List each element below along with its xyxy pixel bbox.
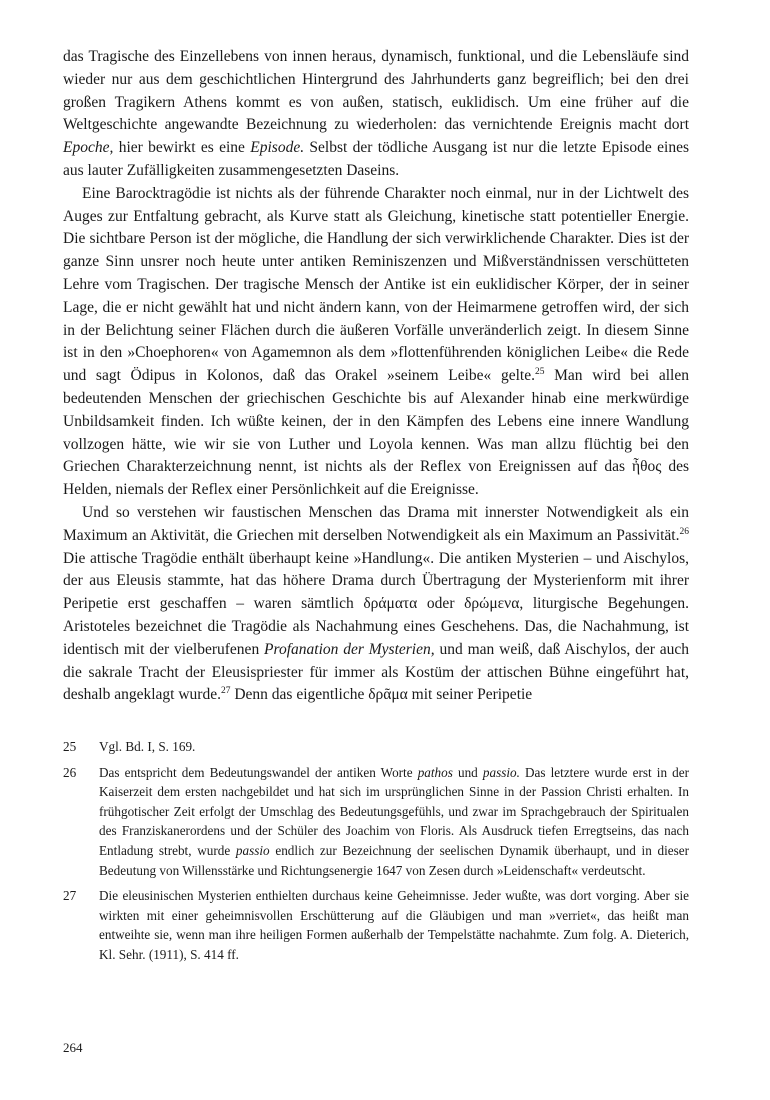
footnote-ref: 27 [220,686,231,697]
footnotes [63,737,689,971]
page-number: 264 [63,1040,83,1055]
text-run: Man wird bei allen bedeutenden Menschen der griechischen Geschichte bis auf Alexander hinab eine merkwürdige Unbildsamkeit finden. Ich wüßte keinen, der in den Kämpfen des Lebens eine innere Wandlung vollzogen hätte, wie wir sie von Luther und Loyola kennen. Was man allzu flüchtig bei den Griechen Charakterzeichnung nennt, ist nichts als der Reflex von Ereignissen auf das ἦθος des Helden, niemals der Reflex einer Persönlichkeit auf die Ereignisse. [63,367,689,499]
paragraph [63,46,689,183]
emphasis: Epoche, [63,139,114,157]
footnote [63,886,689,964]
text-run: Selbst der tödliche Ausgang ist nur die letzte Episode eines aus lauter Zufälligkeiten zusammengesetzten Daseins. [63,139,689,179]
emphasis: Episode. [250,139,305,157]
text-run: und man weiß, daß Aischylos, der auch die sakrale Tracht der Eleusispriester für immer als Kostüm der attischen Bühne eingeführt hat, deshalb angeklagt wurde. [63,640,689,704]
text-run: und [452,764,483,780]
text-run: Eine Barocktragödie ist nichts als der führende Charakter noch einmal, nur in der Lichtwelt des Auges zur Entfaltung gebracht, als Kurve statt als Gleichung, kinetische statt potentieller Energie. Die sichtbare Person ist der mögliche, die Handlung der sich verwirklichende Charakter. Dies ist der ganze Sinn unsrer noch heute unter antiken Reminiszenzen und Mißverständnissen verschütteten Lehre vom Tragischen. Der tragische Mensch der Antike ist ein euklidischer Körper, der in seiner Lage, die er nicht gewählt hat und nicht ändern kann, von der Heimarmene getroffen wird, der sich in der Belichtung seiner Flächen durch die äußeren Vorfälle unveränderlich zeigt. In diesem Sinne ist in den »Choephoren« von Agamemnon als dem »flottenführenden königlichen Leibe« die Rede und sagt Ödipus in Kolonos, daß das Orakel »seinem Leibe« gelte. [63,184,689,385]
text-run: endlich zur Bezeichnung der seelischen Dynamik überhaupt, und in dieser Bedeutung von Willensstärke und Richtungsenergie 1647 von Zesen durch »Leidenschaft« verdeutscht. [99,842,689,878]
emphasis: passio [235,842,270,858]
paragraph [63,183,689,502]
footnote-number: 26 [63,764,77,780]
paragraph [63,502,689,707]
text-run: das Tragische des Einzellebens von innen heraus, dynamisch, funktional, und die Lebensläufe sind wieder nur aus dem geschichtlichen Hintergrund des Jahrhunderts ganz begreiflich; bei den drei großen Tragikern Athens kommt es von außen, statisch, euklidisch. Um eine früher auf die Weltgeschichte angewandte Bezeichnung zu wiederholen: das vernichtende Ereignis macht dort [63,48,689,134]
emphasis: passio. [482,764,520,780]
text-run: hier bewirkt es eine [113,139,251,157]
body-text [63,46,689,707]
text-run: Denn das eigentliche δρᾶμα mit seiner Peripetie [230,686,533,704]
footnote-text [99,886,689,964]
text-run: Und so verstehen wir faustischen Menschen das Drama mit innerster Notwendigkeit als ein Maximum an Aktivität, die Griechen mit derselben Notwendigkeit als ein Maximum an Passivität. [63,503,689,544]
footnote-text [99,763,689,881]
footnote-ref: 25 [534,367,545,378]
footnote-text [99,737,689,757]
emphasis: Profanation der Mysterien, [264,640,435,658]
text-run: Die eleusinischen Mysterien enthielten durchaus keine Geheimnisse. Jeder wußte, was dort vorging. Aber sie wirkten mit einer geheimnisvollen Erschütterung auf die Gläubigen und man »verriet«, das heißt man entweihte sie, wenn man ihre heiligen Formen außerhalb der Tempelstätte nachahmte. Zum folg. A. Dieterich, Kl. Sehr. (1911), S. 414 ff. [99,888,689,962]
footnote-number: 27 [63,888,77,904]
text-run: Das entspricht dem Bedeutungswandel der antiken Worte [99,764,418,780]
footnote [63,737,689,757]
text-run: Die attische Tragödie enthält überhaupt keine »Handlung«. Die antiken Mysterien – und Aischylos, der aus Eleusis stammte, hat das höhere Drama durch Übertragung der Mysterienform mit ihrer Peripetie erst geschaffen – waren sämtlich δράματα oder δρώμενα, liturgische Begehungen. Aristoteles bezeichnet die Tragödie als Nachahmung eines Geschehens. Das, die Nachahmung, ist identisch mit der vielberufenen [63,549,689,658]
text-run: Vgl. Bd. I, S. 169. [99,739,196,754]
footnote-number: 25 [63,739,77,754]
footnote-ref: 26 [679,526,689,537]
footnote [63,763,689,881]
text-run: Das letztere wurde erst in der Kaiserzeit dem ersten nachgebildet und hat sich im ursprünglichen Sinne in der Passion Christi erhalten. In frühgotischer Zeit erfolgt der Umschlag des Bedeutungsgefühls, und zwar im Sprachgebrauch der Spiritualen des Franziskanerordens und der Schüler des Joachim von Floris. Als Ausdruck tiefen Erregtseins, das nach Entladung strebt, wurde [99,764,690,858]
emphasis: pathos [417,764,453,780]
